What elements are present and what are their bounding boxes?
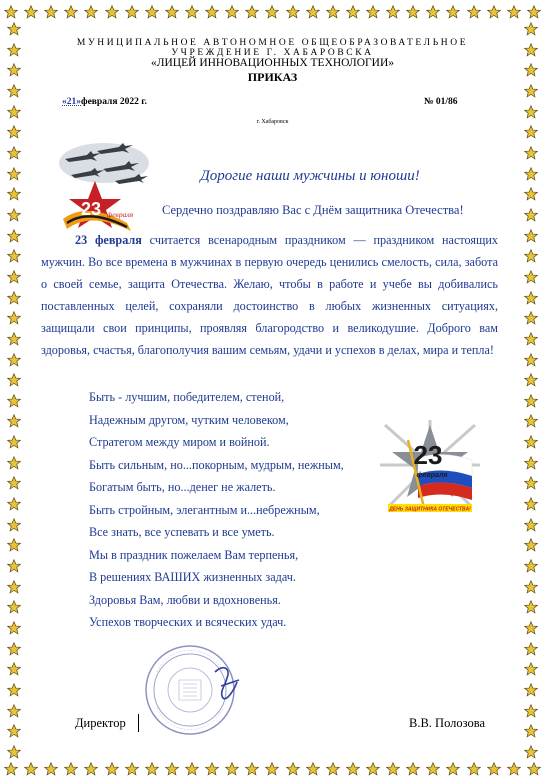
order-number: № 01/86 <box>424 97 458 107</box>
star-icon <box>487 762 501 776</box>
star-icon <box>105 762 119 776</box>
star-icon <box>7 332 21 346</box>
star-icon <box>84 762 98 776</box>
star-icon <box>446 762 460 776</box>
poem-line: Успехов творческих и всяческих удач. <box>89 615 287 629</box>
defender-day-planes-image <box>57 141 151 233</box>
star-icon <box>7 22 21 36</box>
star-icon <box>524 63 538 77</box>
poem-line: Здоровья Вам, любви и вдохновенья. <box>89 592 281 607</box>
poem-line: В решениях ВАШИХ жизненных задач. <box>89 570 296 584</box>
star-icon <box>44 762 58 776</box>
flag-image-number: 23 <box>413 440 443 470</box>
star-icon <box>7 229 21 243</box>
star-icon <box>185 5 199 19</box>
star-icon <box>524 146 538 160</box>
star-border-left <box>4 22 24 759</box>
poem-line: Богатым быть, но...денег не жалеть. <box>89 480 276 494</box>
star-icon <box>245 762 259 776</box>
star-icon <box>524 125 538 139</box>
poem-line: Быть сильным, но...покорным, мудрым, нежным, <box>89 457 344 472</box>
star-icon <box>245 5 259 19</box>
star-icon <box>7 249 21 263</box>
star-icon <box>185 762 199 776</box>
star-icon <box>527 5 541 19</box>
star-icon <box>205 5 219 19</box>
star-icon <box>165 5 179 19</box>
star-icon <box>524 580 538 594</box>
star-icon <box>84 5 98 19</box>
star-icon <box>7 311 21 325</box>
star-icon <box>524 497 538 511</box>
star-icon <box>7 518 21 532</box>
star-icon <box>446 5 460 19</box>
star-icon <box>426 5 440 19</box>
order-date-rest: февраля 2022 г. <box>81 97 147 107</box>
star-icon <box>7 435 21 449</box>
star-icon <box>524 249 538 263</box>
star-icon <box>7 414 21 428</box>
star-icon <box>426 762 440 776</box>
poem-line: Быть - лучшим, победителем, стеной, <box>89 390 285 404</box>
star-icon <box>524 704 538 718</box>
star-icon <box>7 662 21 676</box>
star-icon <box>524 84 538 98</box>
star-icon <box>4 5 18 19</box>
signer-name: В.В. Полозова <box>409 716 486 730</box>
greeting-line: Сердечно поздравляю Вас с Днём защитника Отечества! <box>162 203 464 217</box>
star-icon <box>524 435 538 449</box>
star-icon <box>7 476 21 490</box>
star-icon <box>524 745 538 759</box>
star-icon <box>7 456 21 470</box>
star-icon <box>524 662 538 676</box>
star-icon <box>7 353 21 367</box>
institution-name: «ЛИЦЕЙ ИННОВАЦИОННЫХ ТЕХНОЛОГИИ» <box>150 57 395 69</box>
institution-line-1: МУНИЦИПАЛЬНОЕ АВТОНОМНОЕ ОБЩЕОБРАЗОВАТЕЛЬНОЕ <box>76 38 469 48</box>
greeting-body <box>41 229 498 361</box>
signer-title: Директор <box>75 716 126 730</box>
star-icon <box>524 353 538 367</box>
star-icon <box>7 621 21 635</box>
star-icon <box>145 5 159 19</box>
poem-line: Мы в праздник пожелаем Вам терпенья, <box>89 547 299 562</box>
star-icon <box>366 762 380 776</box>
star-icon <box>7 394 21 408</box>
document-type: ПРИКАЗ <box>247 70 298 84</box>
institution-line-2: УЧРЕЖДЕНИЕ Г. ХАБАРОВСКА <box>171 48 374 58</box>
star-icon <box>7 43 21 57</box>
poem-line: Все знать, все успевать и все уметь. <box>89 525 275 539</box>
star-icon <box>205 762 219 776</box>
star-icon <box>524 311 538 325</box>
star-icon <box>524 332 538 346</box>
star-icon <box>406 762 420 776</box>
defender-day-flag-image <box>380 420 480 515</box>
flag-image-caption: ДЕНЬ ЗАЩИТНИКА ОТЕЧЕСТВА! <box>389 506 471 513</box>
star-border-right <box>521 22 541 759</box>
star-icon <box>326 762 340 776</box>
star-icon <box>7 373 21 387</box>
star-icon <box>524 394 538 408</box>
star-icon <box>145 762 159 776</box>
star-icon <box>507 5 521 19</box>
order-city: г. Хабаровск <box>256 119 289 125</box>
star-icon <box>7 270 21 284</box>
star-icon <box>7 291 21 305</box>
star-icon <box>507 762 521 776</box>
star-icon <box>7 642 21 656</box>
star-icon <box>7 167 21 181</box>
star-icon <box>524 187 538 201</box>
star-icon <box>24 762 38 776</box>
star-icon <box>524 621 538 635</box>
star-icon <box>326 5 340 19</box>
star-icon <box>225 762 239 776</box>
star-icon <box>524 518 538 532</box>
star-icon <box>524 642 538 656</box>
poem-line: Надежным другом, чутким человеком, <box>89 412 289 427</box>
star-border-top <box>4 2 541 22</box>
star-icon <box>524 559 538 573</box>
star-icon <box>7 704 21 718</box>
star-icon <box>165 762 179 776</box>
star-icon <box>306 5 320 19</box>
planes-image-word: февраля <box>106 210 134 219</box>
star-icon <box>524 208 538 222</box>
star-icon <box>24 5 38 19</box>
star-icon <box>524 724 538 738</box>
star-icon <box>386 5 400 19</box>
star-icon <box>225 5 239 19</box>
star-icon <box>286 5 300 19</box>
flag-image-word: февраля <box>416 472 448 479</box>
star-border-bottom <box>4 759 541 779</box>
star-icon <box>64 762 78 776</box>
poem <box>89 386 379 634</box>
greeting-title: Дорогие наши мужчины и юноши! <box>200 168 420 184</box>
star-icon <box>527 762 541 776</box>
star-icon <box>524 270 538 284</box>
star-icon <box>346 5 360 19</box>
star-icon <box>125 5 139 19</box>
poem-line: Быть стройным, элегантным и...небрежным, <box>89 502 320 517</box>
star-icon <box>524 373 538 387</box>
star-icon <box>524 456 538 470</box>
star-icon <box>524 105 538 119</box>
star-icon <box>306 762 320 776</box>
signature-line <box>138 714 139 732</box>
star-icon <box>286 762 300 776</box>
order-day: «21» <box>62 97 81 107</box>
star-icon <box>467 762 481 776</box>
star-icon <box>265 5 279 19</box>
star-icon <box>406 5 420 19</box>
star-icon <box>7 559 21 573</box>
star-icon <box>7 745 21 759</box>
order-date <box>62 97 147 107</box>
star-icon <box>7 63 21 77</box>
star-icon <box>7 146 21 160</box>
star-icon <box>524 414 538 428</box>
star-icon <box>64 5 78 19</box>
star-icon <box>7 683 21 697</box>
star-icon <box>524 43 538 57</box>
star-icon <box>7 497 21 511</box>
star-icon <box>524 167 538 181</box>
star-icon <box>386 762 400 776</box>
star-icon <box>487 5 501 19</box>
star-icon <box>524 600 538 614</box>
star-icon <box>524 22 538 36</box>
star-icon <box>7 724 21 738</box>
star-icon <box>524 476 538 490</box>
star-icon <box>7 208 21 222</box>
planes-image-number: 23 <box>80 199 102 219</box>
star-icon <box>366 5 380 19</box>
star-icon <box>524 291 538 305</box>
star-icon <box>346 762 360 776</box>
official-stamp <box>145 642 245 742</box>
star-icon <box>125 762 139 776</box>
star-icon <box>7 187 21 201</box>
star-icon <box>524 683 538 697</box>
greeting-body-lead: 23 февраля <box>75 233 142 247</box>
star-icon <box>524 538 538 552</box>
greeting-body-text: считается всенародным праздником — праздником настоящих мужчин. Во все времена в мужчинах в первую очередь ценились смелость, сила, забота о своей семье, защита Отечества. Желаю, чтобы в работе и учебе вы добивались поставленных целей, сохраняли достоинство в любых жизненных ситуациях, защищали свои принципы, проявляя благородство и великодушие. Доброго вам здоровья, счастья, благополучия вашим семьям, удачи и успехов в делах, мира и тепла! <box>41 233 498 357</box>
star-icon <box>7 538 21 552</box>
star-icon <box>7 105 21 119</box>
star-icon <box>7 580 21 594</box>
star-icon <box>7 84 21 98</box>
star-icon <box>4 762 18 776</box>
star-icon <box>467 5 481 19</box>
star-icon <box>524 229 538 243</box>
star-icon <box>7 125 21 139</box>
star-icon <box>105 5 119 19</box>
poem-line: Стратегом между миром и войной. <box>89 435 270 449</box>
star-icon <box>44 5 58 19</box>
star-icon <box>7 600 21 614</box>
star-icon <box>265 762 279 776</box>
